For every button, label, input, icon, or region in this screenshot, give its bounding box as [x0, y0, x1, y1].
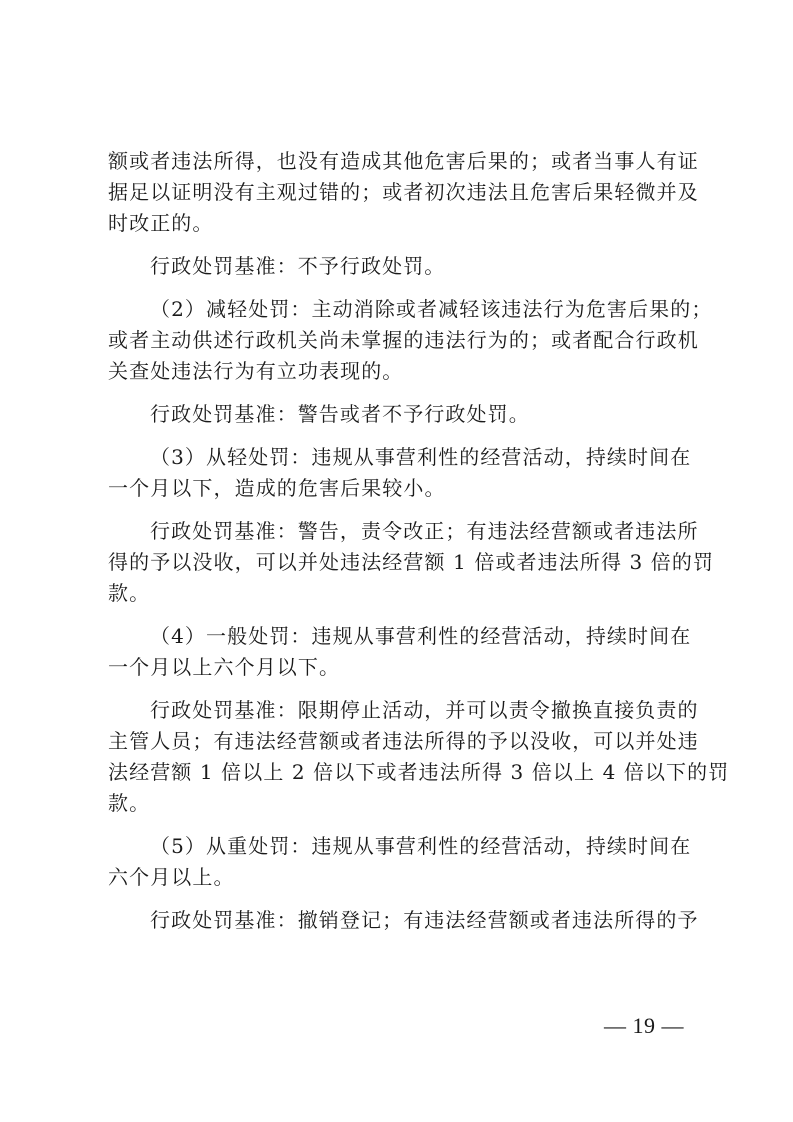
section-heading-line: （4）一般处罚：违规从事营利性的经营活动，持续时间在 — [150, 624, 692, 648]
paragraph-line: 得的予以没收，可以并处违法经营额 1 倍或者违法所得 3 倍的罚 — [108, 550, 715, 574]
paragraph-line: 主管人员；有违法经营额或者违法所得的予以没收，可以并处违 — [108, 729, 699, 753]
paragraph-line: 据足以证明没有主观过错的；或者初次违法且危害后果轻微并及 — [108, 180, 699, 204]
section-heading-line: （5）从重处罚：违规从事营利性的经营活动，持续时间在 — [150, 834, 692, 858]
penalty-standard-line: 行政处罚基准：警告，责令改正；有违法经营额或者违法所 — [150, 519, 699, 543]
penalty-standard-line: 行政处罚基准：不予行政处罚。 — [150, 254, 446, 278]
paragraph-line: 一个月以上六个月以下。 — [108, 655, 341, 679]
paragraph-line: 关查处违法行为有立功表现的。 — [108, 359, 404, 383]
paragraph-line: 款。 — [108, 581, 151, 605]
paragraph-line: 一个月以下，造成的危害后果较小。 — [108, 476, 446, 500]
paragraph-line: 六个月以上。 — [108, 865, 235, 889]
page-number: — 19 — — [604, 1013, 684, 1038]
paragraph-line: 时改正的。 — [108, 211, 214, 235]
section-heading-line: （3）从轻处罚：违规从事营利性的经营活动，持续时间在 — [150, 445, 692, 469]
paragraph-line: 款。 — [108, 791, 151, 815]
paragraph-line: 法经营额 1 倍以上 2 倍以下或者违法所得 3 倍以上 4 倍以下的罚 — [108, 760, 730, 784]
penalty-standard-line: 行政处罚基准：警告或者不予行政处罚。 — [150, 402, 530, 426]
section-heading-line: （2）减轻处罚：主动消除或者减轻该违法行为危害后果的； — [150, 297, 713, 321]
document-body — [108, 146, 730, 936]
paragraph-line: 或者主动供述行政机关尚未掌握的违法行为的；或者配合行政机 — [108, 328, 699, 352]
paragraph-line: 额或者违法所得，也没有造成其他危害后果的；或者当事人有证 — [108, 149, 699, 173]
penalty-standard-line: 行政处罚基准：撤销登记；有违法经营额或者违法所得的予 — [150, 908, 699, 932]
penalty-standard-line: 行政处罚基准：限期停止活动，并可以责令撤换直接负责的 — [150, 698, 699, 722]
